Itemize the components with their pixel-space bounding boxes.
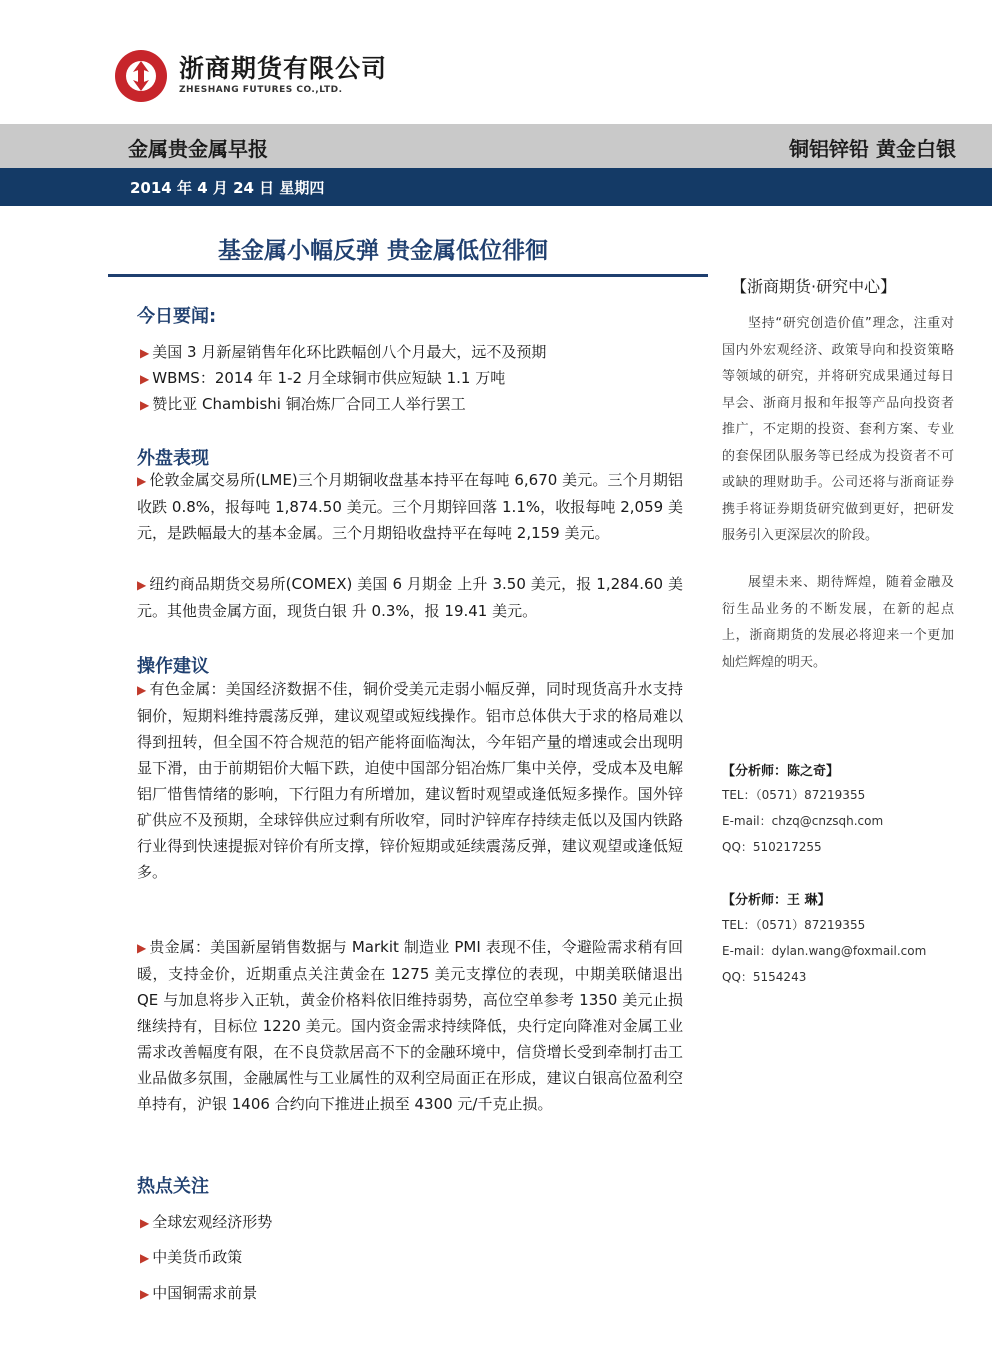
covered-metals: 铜铝锌铅 黄金白银 (789, 137, 956, 161)
company-name-cn: 浙商期货有限公司 (179, 54, 388, 83)
analyst-name: 【分析师：陈之奇】 (722, 764, 840, 779)
advice-paragraph-precious-metals: ▶ 贵金属：美国新屋销售数据与 Markit 制造业 PMI 表现不佳，令避险需求稍有回暖，支持金价，近期重点关注黄金在 1275 美元支撑位的表现，中期美联储退出 QE 与加息将步入正轨，黄金价格料依旧维持弱势，高位空单参考 1350 美元止损继续持有，目标位 1220 美元。国内资金需求持续降低，央行定向降准对金属工业需求改善幅度有限，在不良贷款居高不下的金融环境中，信贷增长受到牵制打击工业品做多氛围，金融属性与工业属性的双利空局面正在形成，建议白银高位盈利空单持有，沪银 1406 合约向下推进止损至 4300 元/千克止损。 (137, 938, 683, 1113)
section-title-news: 今日要闻: (137, 306, 217, 327)
research-center-intro: 坚持“研究创造价值”理念，注重对国内外宏观经济、政策导向和投资策略等领域的研究，并将研究成果通过每日早会、浙商月报和年报等产品向投资者推广，不定期的投资、套利方案、专业的套保团队服务等已经成为投资者不可或缺的理财助手。公司还将与浙商证券携手将证券期货研究做到更好，把研发服务引入更深层次的阶段。 (722, 316, 954, 543)
bullet-arrow-icon: ▶ (140, 398, 150, 412)
bullet-arrow-icon: ▶ (137, 578, 147, 592)
news-item: ▶ WBMS：2014 年 1-2 月全球铜市供应短缺 1.1 万吨 (140, 369, 506, 387)
company-name-en: ZHESHANG FUTURES CO.,LTD. (179, 85, 343, 95)
advice-paragraph-base-metals: ▶ 有色金属：美国经济数据不佳，铜价受美元走弱小幅反弹，同时现货高升水支持铜价，短期料维持震荡反弹，建议观望或短线操作。铝市总体供大于求的格局难以得到扭转，但全国不符合规范的铝产能将面临淘汰，今年铝产量的增速或会出现明显下滑，由于前期铝价大幅下跌，迫使中国部分铝冶炼厂集中关停，受成本及电解铝厂惜售情绪的影响，下行阻力有所增加，建议暂时观望或逢低短多操作。国外锌矿供应不及预期，全球锌供应过剩有所收窄，同时沪锌库存持续走低以及国内铁路行业得到快速提振对锌价有所支撑，锌价短期或延续震荡反弹，建议观望或逢低短多。 (137, 680, 683, 881)
report-title-band (0, 124, 992, 168)
section-title-focus: 热点关注 (137, 1176, 209, 1197)
report-date: 2014 年 4 月 24 日 星期四 (130, 179, 325, 197)
bullet-arrow-icon: ▶ (140, 1216, 150, 1230)
analyst-email: E-mail：chzq@cnzsqh.com (722, 814, 884, 828)
date-band (0, 168, 992, 206)
company-logo (113, 44, 413, 108)
headline: 基金属小幅反弹 贵金属低位徘徊 (218, 238, 549, 264)
research-center-title: 【浙商期货·研究中心】 (731, 277, 897, 296)
overseas-paragraph-comex: ▶ 纽约商品期货交易所(COMEX) 美国 6 月期金 上升 3.50 美元，报 1,284.60 美元。其他贵金属方面，现货白银 升 0.3%，报 19.41 美元。 (137, 575, 683, 620)
bullet-arrow-icon: ▶ (137, 941, 147, 955)
analyst-name: 【分析师：王 琳】 (722, 893, 831, 908)
news-item: ▶ 美国 3 月新屋销售年化环比跌幅创八个月最大，远不及预期 (140, 343, 547, 361)
bullet-arrow-icon: ▶ (140, 1287, 150, 1301)
bullet-arrow-icon: ▶ (137, 683, 147, 697)
report-name: 金属贵金属早报 (128, 137, 268, 161)
research-center-outlook: 展望未来、期待辉煌，随着金融及衍生品业务的不断发展，在新的起点上，浙商期货的发展必将迎来一个更加灿烂辉煌的明天。 (722, 575, 954, 670)
focus-item: ▶ 中国铜需求前景 (140, 1284, 258, 1302)
analyst-qq: QQ：5154243 (722, 970, 807, 984)
focus-item: ▶ 中美货币政策 (140, 1248, 243, 1266)
focus-item: ▶ 全球宏观经济形势 (140, 1213, 273, 1231)
analyst-qq: QQ：510217255 (722, 840, 822, 854)
analyst-tel: TEL：（0571）87219355 (722, 788, 866, 802)
bullet-arrow-icon: ▶ (140, 346, 150, 360)
section-title-advice: 操作建议 (137, 656, 209, 677)
zheshang-logo-icon (113, 48, 169, 104)
headline-divider (108, 274, 708, 277)
analyst-tel: TEL：（0571）87219355 (722, 918, 866, 932)
section-title-overseas: 外盘表现 (137, 448, 209, 469)
analyst-email: E-mail：dylan.wang@foxmail.com (722, 944, 927, 958)
bullet-arrow-icon: ▶ (140, 1251, 150, 1265)
news-item: ▶ 赞比亚 Chambishi 铜冶炼厂合同工人举行罢工 (140, 395, 466, 413)
bullet-arrow-icon: ▶ (140, 372, 150, 386)
bullet-arrow-icon: ▶ (137, 474, 147, 488)
overseas-paragraph-lme: ▶ 伦敦金属交易所(LME)三个月期铜收盘基本持平在每吨 6,670 美元。三个月期铝收跌 0.8%，报每吨 1,874.50 美元。三个月期锌回落 1.1%，收报每吨 2,059 美元，是跌幅最大的基本金属。三个月期铅收盘持平在每吨 2,159 美元。 (137, 471, 683, 542)
